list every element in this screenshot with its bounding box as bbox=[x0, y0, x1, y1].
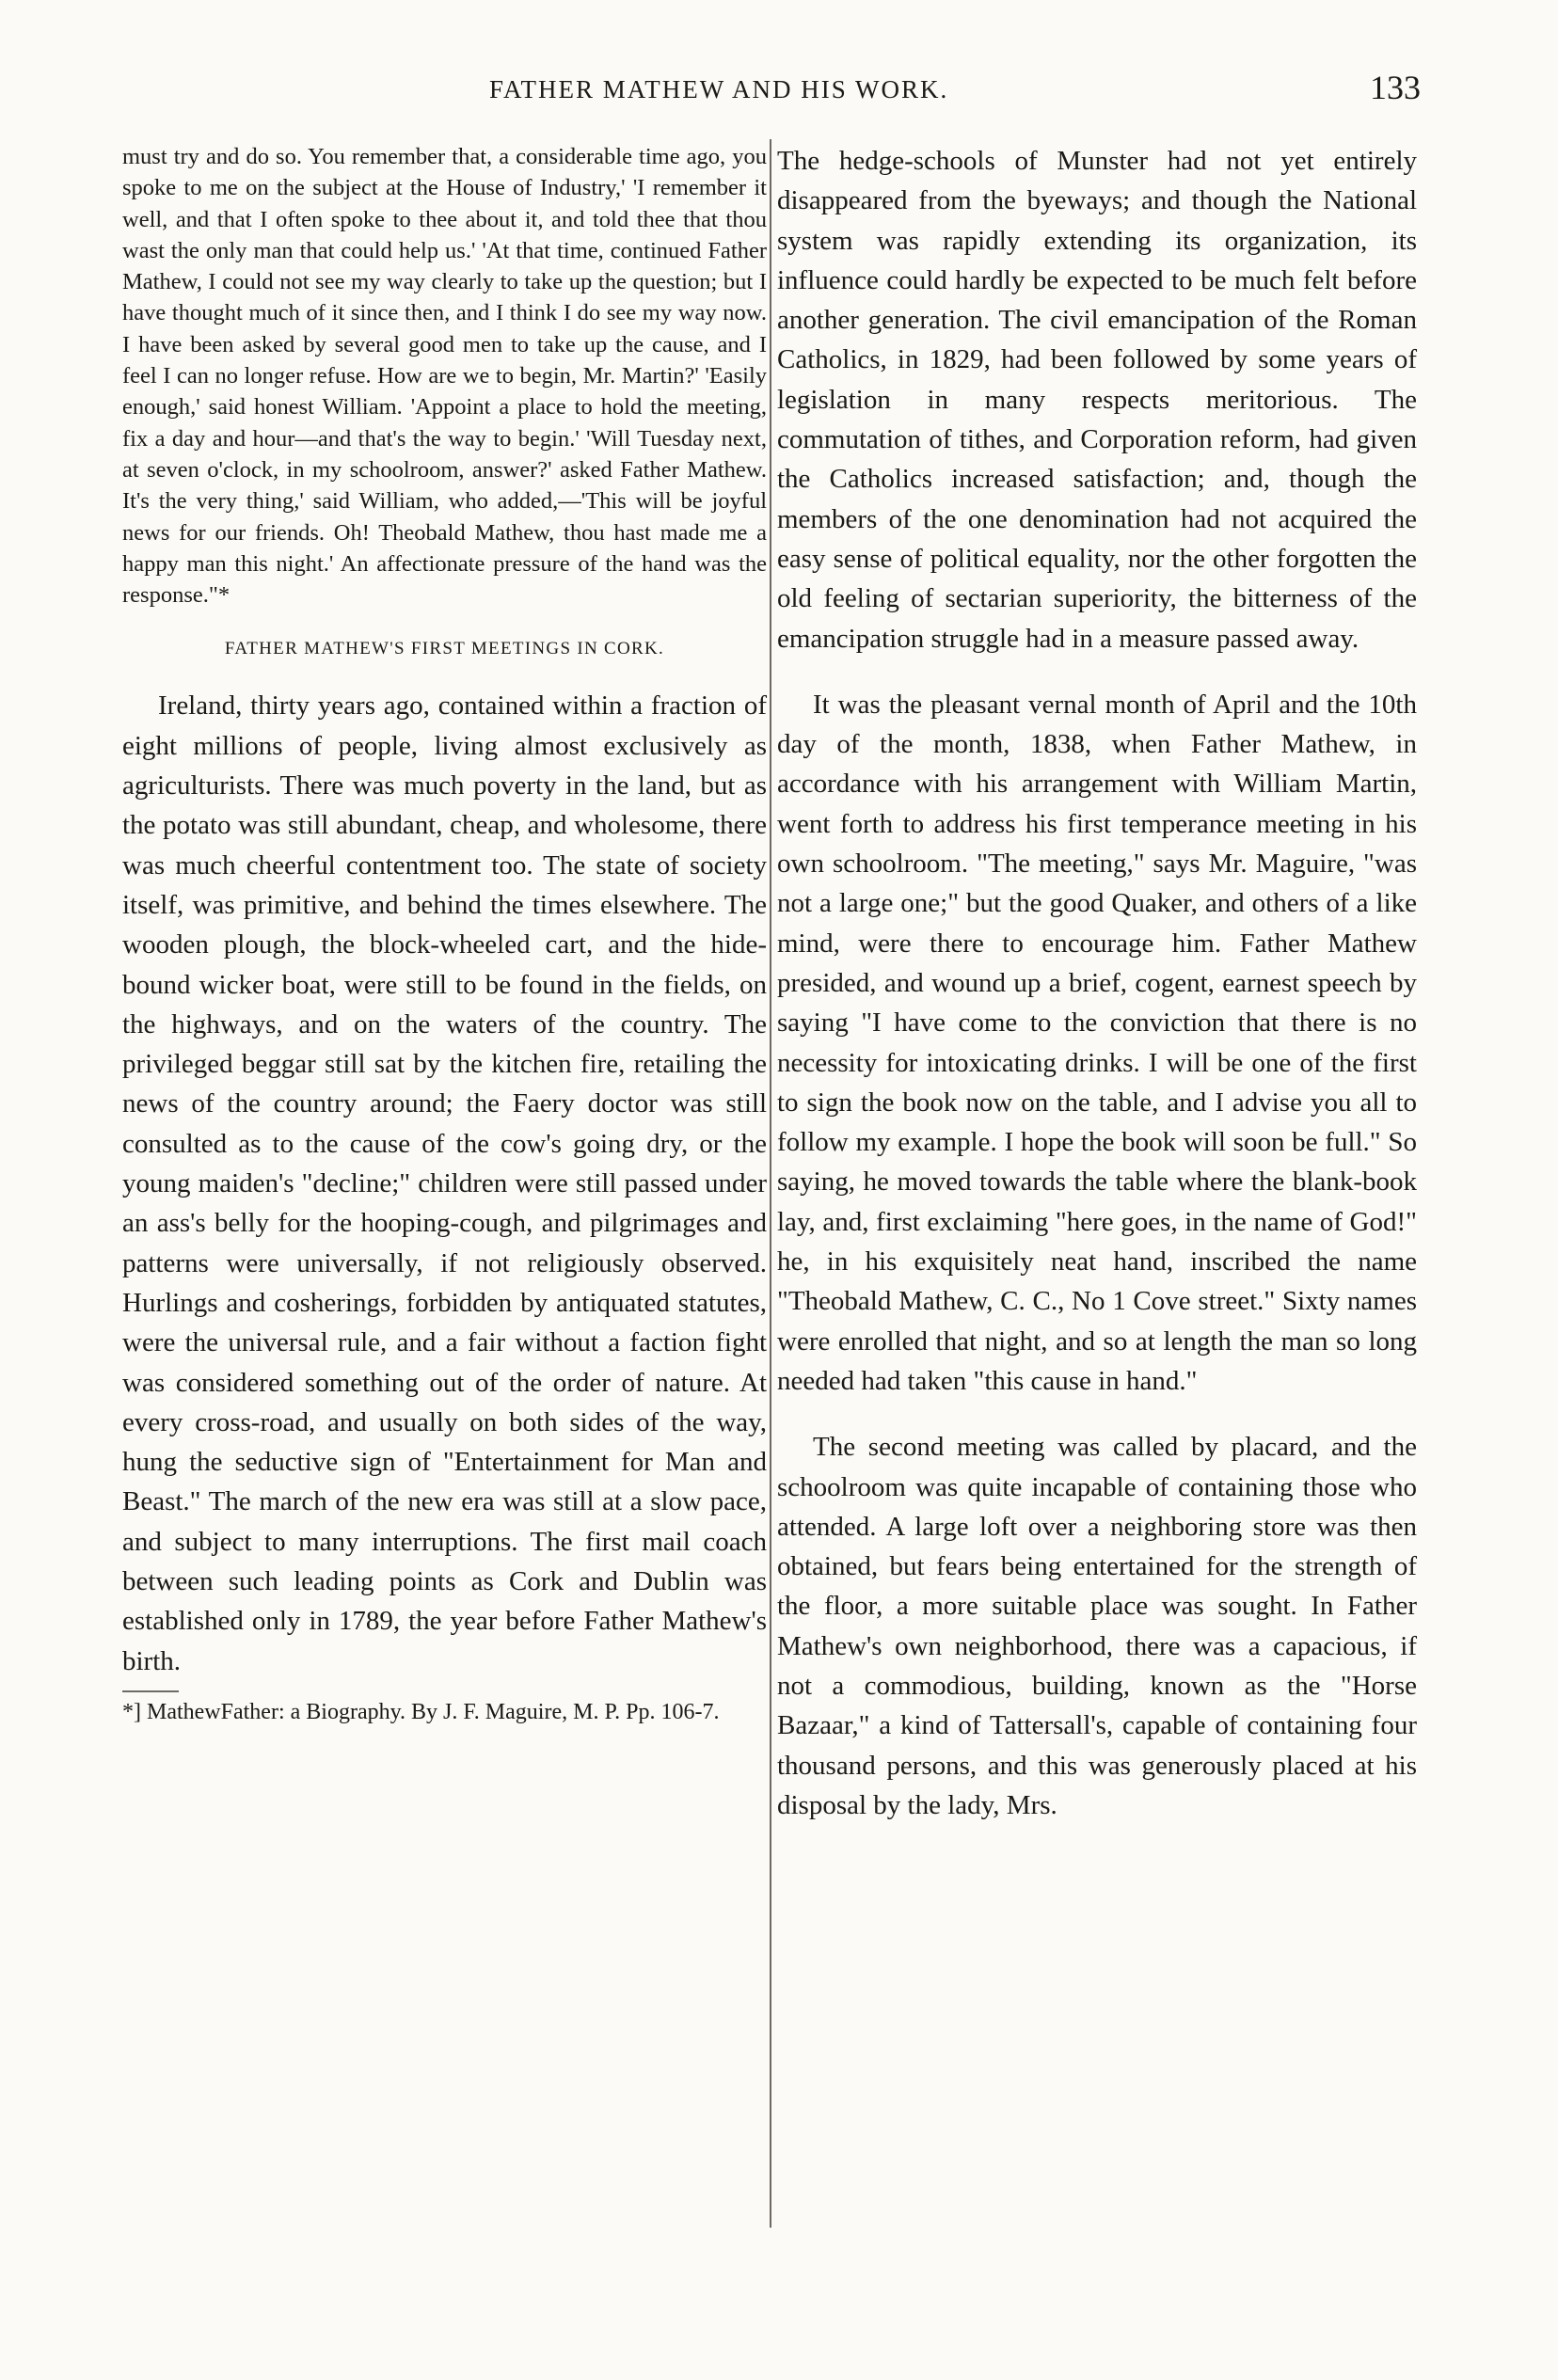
body-paragraph: Ireland, thirty years ago, contained within a fraction of eight millions of people, living almost exclusively as agriculturists. There was much poverty in the land, but as the potato was still abundant, cheap, and wholesome, there was much cheerful contentment too. The state of society itself, was primitive, and behind the times elsewhere. The wooden plough, the block-wheeled cart, and the hide-bound wicker boat, were still to be found in the fields, on the highways, and on the waters of the country. The privileged beggar still sat by the kitchen fire, retailing the news of the country around; the Faery doctor was still consulted as to the cause of the cow's going dry, or the young maiden's "decline;" children were still passed under an ass's belly for the hooping-cough, and pilgrimages and patterns were universally, if not religiously observed. Hurlings and cosherings, forbidden by antiquated statutes, were the universal rule, and a fair without a faction fight was considered something out of the order of nature. At every cross-road, and usually on both sides of the way, hung the seductive sign of "Entertainment for Man and Beast." The march of the new era was still at a slow pace, and subject to many interruptions. The first mail coach between such leading points as Cork and Dublin was established only in 1789, the year before Father Mathew's birth. bbox=[122, 690, 767, 1676]
body-paragraph: The second meeting was called by placard, and the schoolroom was quite incapable of containing those who attended. A large loft over a neighboring store was then obtained, but fears being entertained for the strength of the floor, a more suitable place was sought. In Father Mathew's own neighborhood, there was a capacious, if not a commodious, building, known as the "Horse Bazaar," a kind of Tattersall's, capable of containing four thousand persons, and this was generously placed at his disposal by the lady, Mrs. bbox=[777, 1432, 1417, 1820]
footnote-rule bbox=[122, 1690, 179, 1692]
body-paragraph: It was the pleasant vernal month of April and the 10th day of the month, 1838, when Father Mathew, in accordance with his arrangement with William Martin, went forth to address his first temperance meeting in his own schoolroom. "The meeting," says Mr. Maguire, "was not a large one;" but the good Quaker, and others of a like mind, were there to encourage him. Father Mathew presided, and wound up a brief, cogent, earnest speech by saying "I have come to the conviction that there is no necessity for intoxicating drinks. I will be one of the first to sign the book now on the table, and I advise you all to follow my example. I hope the book will soon be full." So saying, he moved towards the table where the blank-book lay, and, first exclaiming "here goes, in the name of God!" he, in his exquisitely neat hand, inscribed the name "Theobald Mathew, C. C., No 1 Cove street." Sixty names were enrolled that night, and so at length the man so long needed had taken "this cause in hand." bbox=[777, 689, 1417, 1396]
page-number: 133 bbox=[1370, 69, 1421, 106]
left-column bbox=[122, 141, 767, 1726]
section-heading: FATHER MATHEW'S FIRST MEETINGS IN CORK. bbox=[224, 639, 665, 659]
column-rule bbox=[770, 139, 771, 2228]
running-head: FATHER MATHEW AND HIS WORK. bbox=[489, 75, 949, 103]
body-paragraph: The hedge-schools of Munster had not yet entirely disappeared from the byeways; and though the National system was rapidly extending its organization, its influence could hardly be expected to be much felt before another generation. The civil emancipation of the Roman Catholics, in 1829, had been followed by some years of legislation in many respects meritorious. The commutation of tithes, and Corporation reform, had given the Catholics increased satisfaction; and, though the members of the one denomination had not acquired the easy sense of political equality, nor the other forgotten the old feeling of sectarian superiority, the bitterness of the emancipation struggle had in a measure passed away. bbox=[777, 146, 1417, 654]
page-header bbox=[122, 68, 1421, 115]
quoted-passage: must try and do so. You remember that, a considerable time ago, you spoke to me on the subject at the House of Industry,' 'I remember it well, and that I often spoke to thee about it, and told thee that thou wast the only man that could help us.' 'At that time, continued Father Mathew, I could not see my way clearly to take up the question; but I have thought much of it since then, and I think I do see my way now. I have been asked by several good men to take up the cause, and I feel I can no longer refuse. How are we to begin, Mr. Martin?' 'Easily enough,' said honest William. 'Appoint a place to hold the meeting, fix a day and hour—and that's the way to begin.' 'Will Tuesday next, at seven o'clock, in my schoolroom, answer?' asked Father Mathew. It's the very thing,' said William, who added,—'This will be joyful news for our friends. Oh! Theobald Mathew, thou hast made me a happy man this night.' An affectionate pressure of the hand was the response."* bbox=[122, 144, 767, 609]
footnote: *] MathewFather: a Biography. By J. F. Maguire, M. P. Pp. 106-7. bbox=[122, 1699, 720, 1724]
right-column bbox=[777, 141, 1417, 1825]
